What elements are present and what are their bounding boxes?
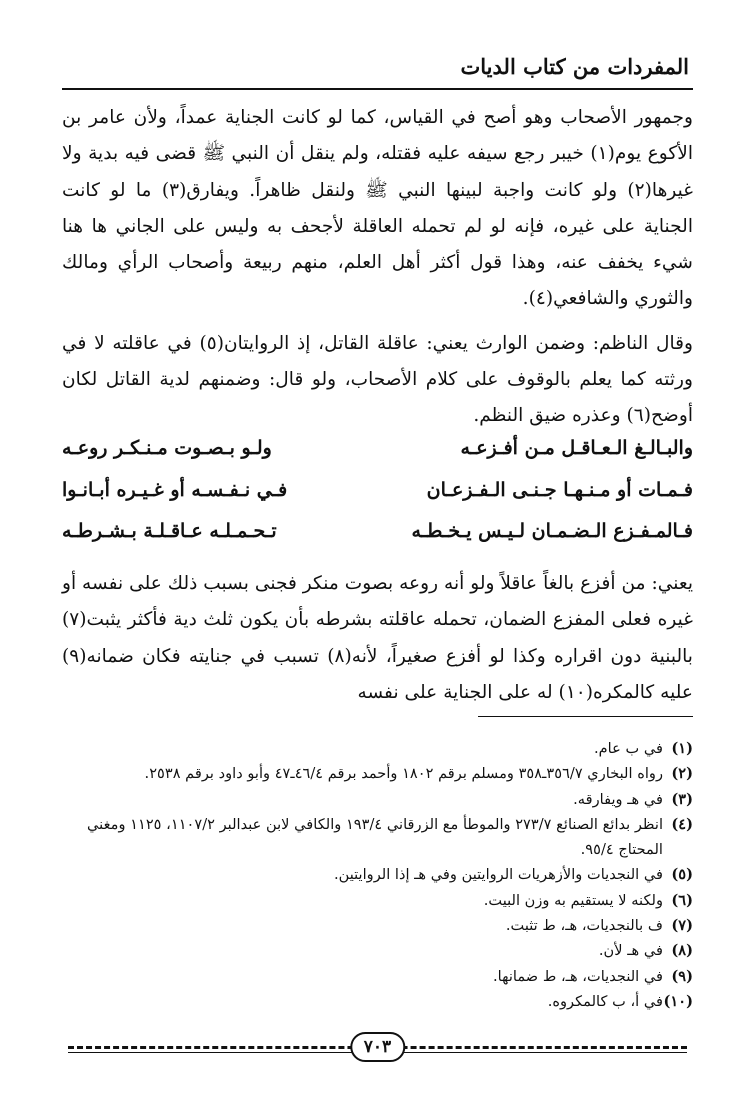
footnote-text: في ب عام. [594,740,663,757]
commentary-text [62,566,693,711]
footnote-item [62,888,693,913]
verse-1 [62,428,693,470]
footnote-separator [478,716,693,717]
paragraph-2: وقال الناظم: وضمن الوارث يعني: عاقلة القاتل، إذ الروايتان(٥) في عاقلته لا في ورثته كما يعلم بالوقوف على كلام الأصحاب، ولو قال: وضمنهم لدية القاتل لكان أوضح(٦) وعذره ضيق النظم. [62,332,694,427]
footnote-number: (٨) [671,942,693,960]
footnote-number: (١) [671,740,693,757]
paragraph-3: يعني: من أفزع بالغاً عاقلاً ولو أنه روعه بصوت منكر فجنى بسبب ذلك على نفسه أو غيره فعلى المفزع الضمان، تحمله عاقلته بشرطه بأن يكون ثلث دية فأكثر يثبت(٧) بالبنية دون اقراره وكذا لو أفزع صغيراً، لأنه(٨) تسبب في جنايته فكان ضمانه(٩) عليه كالمكره(١٠) له على الجناية على نفسه [62,573,693,703]
page-footer [68,1030,687,1064]
paragraph-1: وجمهور الأصحاب وهو أصح في القياس، كما لو كانت الجناية عمداً، ولأن عامر بن الأكوع يوم(١) خيبر رجع سيفه عليه فقتله، ولم ينقل أن النبي ﷺ قضى فيه بدية ولا غيرها(٢) ولو كانت واجبة لبينها النبي ﷺ ولنقل ظاهراً. ويفارق(٣) ما لو كانت الجناية على غيره، فإنه لو لم تحمله العاقلة لأجحف به وليس على الجاني ها هنا شيء يخفف عنه، وهذا قول أكثر أهل العلم، منهم ربيعة وأصحاب الرأي ومالك والثوري والشافعي(٤). [62,107,693,310]
footnote-text: ولكنه لا يستقيم به وزن البيت. [483,891,663,909]
footnote-text: في هـ ويفارقه. [573,790,663,808]
verse-2 [62,470,693,512]
footnote-text: في النجديات، هـ، ط ضمانها. [493,967,663,985]
verse-3-second-hemistich: تـحـمـلـه عـاقـلـة بـشـرطـه [62,520,277,542]
verse-2-first-hemistich: فـمـات أو مـنـهـا جـنـى الـفـزعـان [426,478,693,501]
poem-verses [62,428,693,553]
page-number: ٧٠٣ [350,1032,405,1062]
running-header [62,50,693,90]
footnote-number: (٧) [671,917,693,935]
footnote-number: (٤) [671,815,693,833]
footnote-item [62,761,693,786]
verse-1-second-hemistich: ولـو بـصـوت مـنـكـر روعـه [62,437,272,459]
footnote-item [62,862,693,887]
verse-3 [62,511,693,553]
footnote-text: انظر بدائع الصنائع ٢٧٣/٧ والموطأ مع الزرقاني ١٩٣/٤ والكافي لابن عبدالبر ١١٠٧/٢، ١١٢٥ ومغني المحتاج ٩٥/٤. [87,815,663,859]
footnote-item [62,989,693,1014]
footnote-text: في النجديات والأزهريات الروايتين وفي هـ إذا الروايتين. [334,866,663,884]
verse-3-first-hemistich: فـالمـفـزع الـضـمـان لـيـس يـخـطـه [411,520,693,542]
verse-1-first-hemistich: والبـالـغ الـعـاقـل مـن أفـزعـه [460,437,693,459]
verse-2-second-hemistich: فـي نـفـسـه أو غـيـره أبـانـوا [62,478,288,501]
footnote-text: ف بالنجديات، هـ، ط تثبت. [505,917,663,935]
footnote-item [62,787,693,812]
footnote-number: (٦) [671,891,693,909]
footnote-item [62,736,693,761]
footnote-text: في أ، ب كالمكروه. [547,992,663,1010]
footnote-number: (٩) [671,967,693,985]
footnote-item [62,938,693,963]
footnote-item [62,913,693,938]
footnote-text: في هـ لأن. [598,942,663,960]
main-text [62,100,693,435]
footnote-number: (١٠) [663,992,693,1010]
footnote-item [62,812,693,863]
footnote-number: (٣) [671,790,693,808]
footnote-text: رواه البخاري ٣٥٦/٧ـ٣٥٨ ومسلم برقم ١٨٠٢ وأحمد برقم ٤٦/٤ـ٤٧ وأبو داود برقم ٢٥٣٨. [144,765,663,783]
header-title: المفردات من كتاب الديات [460,54,689,79]
footnote-number: (٥) [671,866,693,884]
footnote-item [62,964,693,989]
footnotes [62,736,693,1014]
footnote-number: (٢) [671,765,693,783]
